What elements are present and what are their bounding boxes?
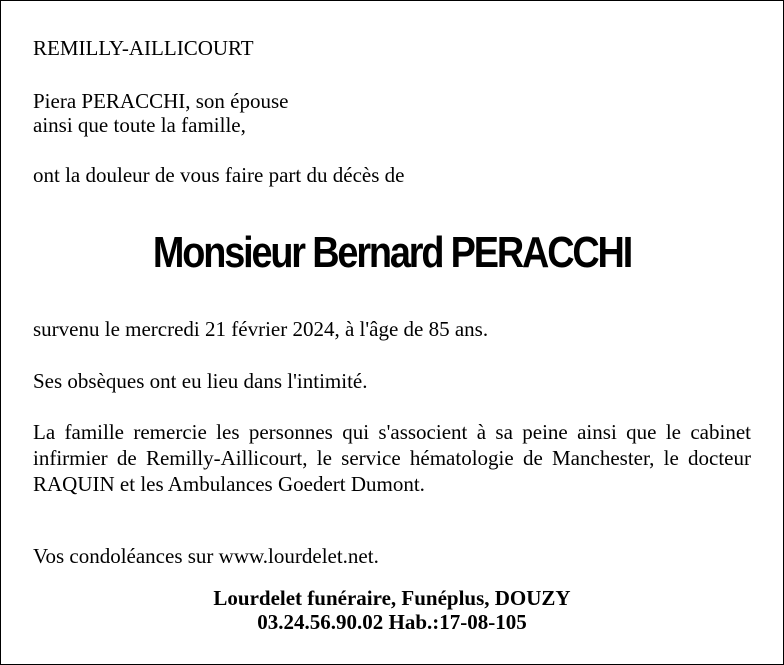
announcement-text: ont la douleur de vous faire part du décès de (33, 163, 405, 187)
funeral-details: Ses obsèques ont eu lieu dans l'intimité. (33, 369, 368, 393)
family-line-spouse: Piera PERACCHI, son épouse (33, 89, 289, 113)
thanks-paragraph: La famille remercie les personnes qui s'associent à sa peine ainsi que le cabinet infirmier de Remilly-Aillicourt, le service hématologie de Manchester, le docteur RAQUIN et les Ambulances Goedert Dumont. (33, 420, 751, 496)
condolences-line: Vos condoléances sur www.lourdelet.net. (33, 544, 379, 568)
family-line-family: ainsi que toute la famille, (33, 113, 246, 137)
funeral-home-contact: 03.24.56.90.02 Hab.:17-08-105 (257, 610, 527, 634)
death-details: survenu le mercredi 21 février 2024, à l'âge de 85 ans. (33, 317, 489, 341)
town-heading: REMILLY-AILLICOURT (33, 36, 254, 60)
funeral-home-footer (1, 586, 783, 634)
deceased-name: Monsieur Bernard PERACCHI (152, 228, 632, 277)
funeral-home-name: Lourdelet funéraire, Funéplus, DOUZY (213, 586, 571, 610)
family-announcers (33, 89, 751, 137)
